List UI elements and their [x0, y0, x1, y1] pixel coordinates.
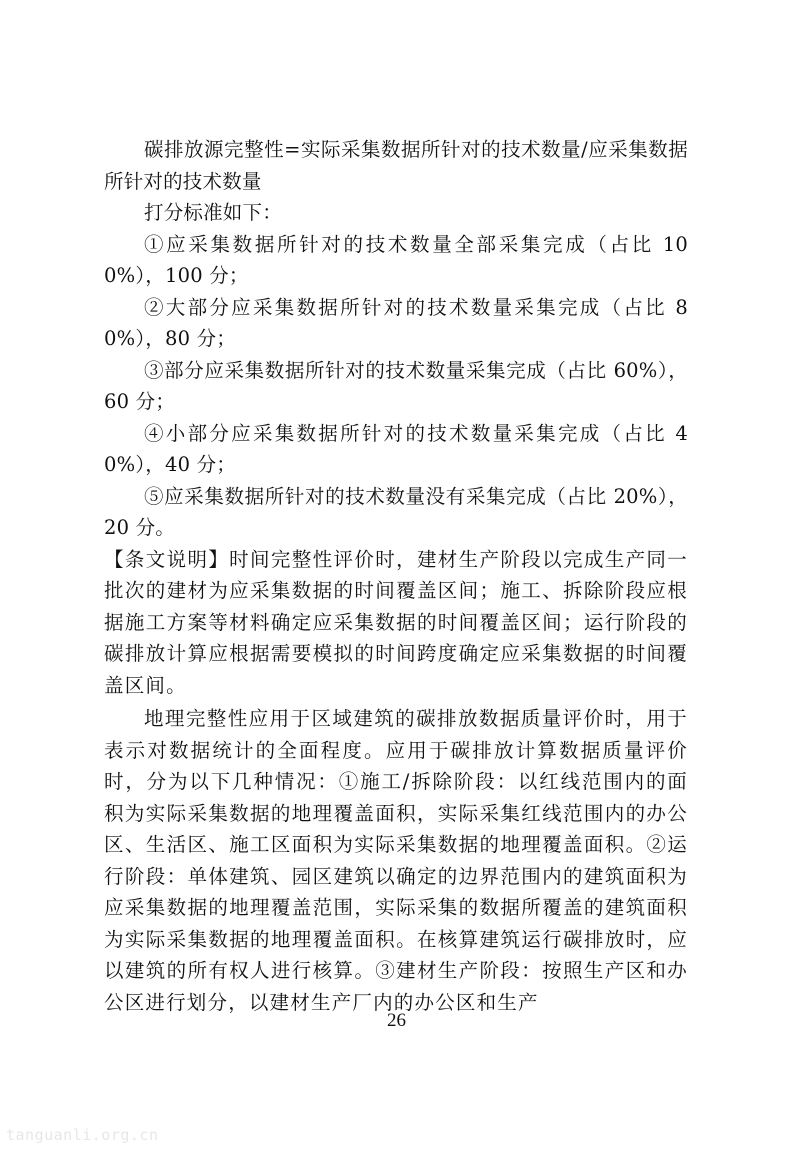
paragraph-score-item-4: ④小部分应采集数据所针对的技术数量采集完成（占比 40%），40 分；: [104, 421, 688, 476]
paragraph-score-item-5: ⑤应采集数据所针对的技术数量没有采集完成（占比 20%），20 分。: [104, 484, 688, 539]
paragraph-score-item-3: ③部分应采集数据所针对的技术数量采集完成（占比 60%），60 分；: [104, 358, 688, 413]
paragraph-score-item-1: ①应采集数据所针对的技术数量全部采集完成（占比 100%），100 分；: [104, 232, 688, 287]
paragraph-geographic-completeness: 地理完整性应用于区域建筑的碳排放数据质量评价时，用于表示对数据统计的全面程度。应用于碳排放计算数据质量评价时，分为以下几种情况：①施工/拆除阶段：以红线范围内的面积为实际采集数据的地理覆盖面积，实际采集红线范围内的办公区、生活区、施工区面积为实际采集数据的地理覆盖面积。②运行阶段：单体建筑、园区建筑以确定的边界范围内的建筑面积为应采集数据的地理覆盖范围，实际采集的数据所覆盖的建筑面积为实际采集数据的地理覆盖面积。在核算建筑运行碳排放时，应以建筑的所有权人进行核算。③建材生产阶段：按照生产区和办公区进行划分，以建材生产厂内的办公区和生产: [104, 707, 688, 1014]
paragraph-scoring-intro: 打分标准如下：: [144, 201, 282, 224]
page-number: 26: [387, 1010, 406, 1031]
paragraph-formula: 碳排放源完整性=实际采集数据所针对的技术数量/应采集数据所针对的技术数量: [104, 138, 688, 193]
paragraph-clause-explanation: 【条文说明】时间完整性评价时，建材生产阶段以完成生产同一批次的建材为应采集数据的时间覆盖区间；施工、拆除阶段应根据施工方案等材料确定应采集数据的时间覆盖区间；运行阶段的碳排放计算应根据需要模拟的时间跨度确定应采集数据的时间覆盖区间。: [104, 547, 688, 697]
watermark-text: tanguanli.org.cn: [6, 1126, 159, 1144]
page-body: [104, 134, 688, 1018]
paragraph-score-item-2: ②大部分应采集数据所针对的技术数量采集完成（占比 80%），80 分；: [104, 295, 688, 350]
